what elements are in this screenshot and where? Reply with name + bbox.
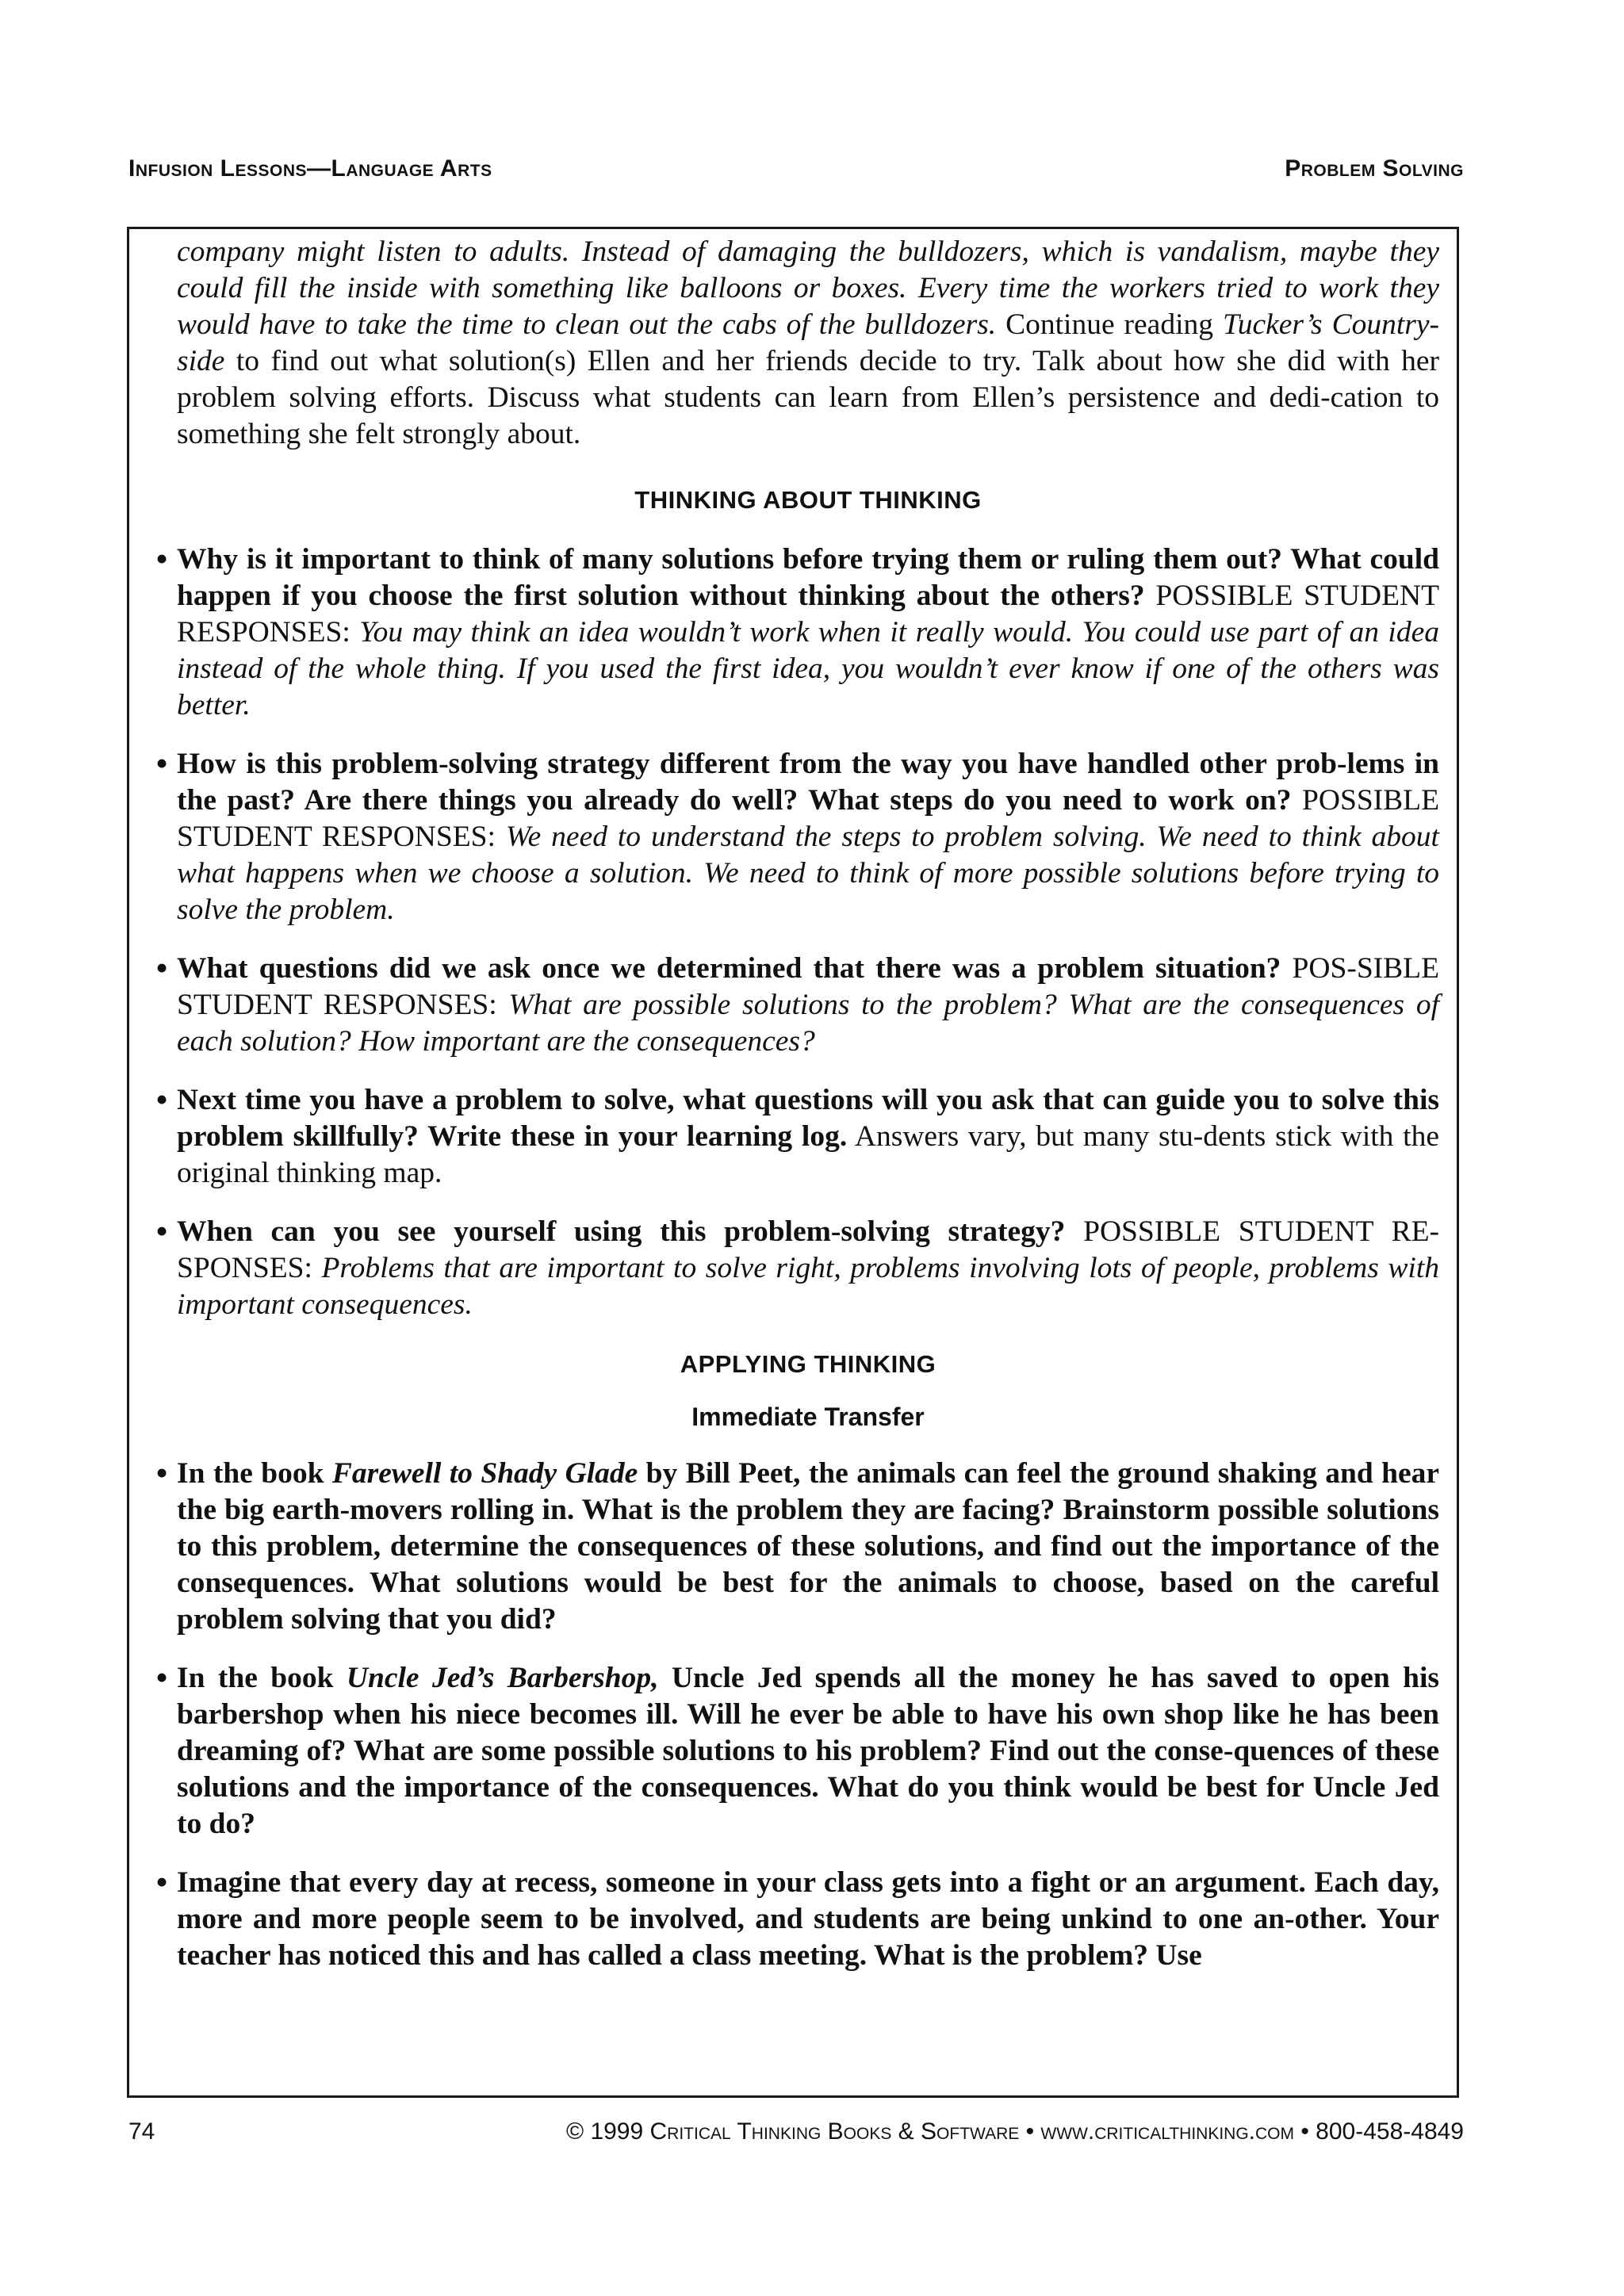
at-text-before-2: In the book (177, 1662, 347, 1694)
at-text-before-1: In the book (177, 1457, 332, 1490)
at-bullet-2 (153, 1660, 1439, 1843)
tat-bullet-4 (153, 1082, 1439, 1192)
page-number: 74 (128, 2118, 155, 2145)
at-bullet-1 (153, 1456, 1439, 1638)
intro-book-title: Tucker’s Country-side (177, 308, 1439, 377)
at-text-after-2: Uncle Jed spends all the money he has saved to open his barbershop when his niece becomes ill. Will he ever be able to have his own shop like he has been dreaming of? What are some possible solutions to his problem? Find out the conse-quences of these solutions and the importance of the consequences. What do you think would be best for Uncle Jed to do? (177, 1662, 1439, 1840)
intro-text-after-title: to find out what solution(s) Ellen and her friends decide to try. Talk about how she did with her problem solving efforts. Discuss what students can learn from Ellen’s persistence and dedi-cation to something she felt strongly about. (177, 345, 1439, 450)
tat-label-3: POS-SIBLE STUDENT RESPONSES: (177, 952, 1439, 1021)
bullet-icon: • (153, 1866, 171, 1900)
bullet-icon: • (153, 542, 171, 577)
tat-answer-5: Problems that are important to solve right, problems involving lots of people, problems with important consequences. (177, 1252, 1439, 1321)
tat-label-1: POSSIBLE STUDENT RESPONSES: (177, 580, 1440, 649)
content-frame (127, 227, 1459, 2098)
tat-question-4: Next time you have a problem to solve, what questions will you ask that can guide you to solve this problem skillfully? Write these in your learning log. (177, 1084, 1439, 1153)
tat-label-2: POSSIBLE STUDENT RESPONSES: (177, 784, 1439, 853)
bullet-icon: • (153, 1215, 171, 1249)
tat-question-1: Why is it important to think of many solutions before trying them or ruling them out? What could happen if you choose the first solution without thinking about the others? (177, 543, 1439, 612)
tat-question-5: When can you see yourself using this problem-solving strategy? (177, 1215, 1066, 1248)
bullet-icon: • (153, 747, 171, 782)
tat-bullet-2 (153, 746, 1439, 928)
running-header (128, 155, 1464, 187)
bullet-icon: • (153, 1083, 171, 1118)
at-book-title-1: Farewell to Shady Glade (331, 1457, 638, 1490)
at-text-before-3: Imagine that every day at recess, someone in your class gets into a fight or an argument. Each day, more and more people seem to be involved, and students are being unkind to one an-other. Your teacher has noticed this and has called a class meeting. What is the problem? Use (177, 1866, 1439, 1972)
tat-answer-1: You may think an idea wouldn’t work when it really would. You could use part of an idea instead of the whole thing. If you used the first idea, you wouldn’t ever know if one of the others was better. (177, 616, 1439, 721)
tat-label-5: POSSIBLE STUDENT RE-SPONSES: (177, 1215, 1439, 1284)
at-text-after-1: by Bill Peet, the animals can feel the ground shaking and hear the big earth-movers rolling in. What is the problem they are facing? Brainstorm possible solutions to this problem, determine the consequences of these solutions, and find out the importance of the consequences. What solutions would be best for the animals to choose, based on the careful problem solving that you did? (177, 1457, 1439, 1636)
tat-answer-3: What are possible solutions to the problem? What are the consequences of each solution? How important are the consequences? (177, 989, 1439, 1058)
tat-bullet-3 (153, 951, 1439, 1060)
bullet-icon: • (153, 1456, 171, 1491)
tat-plain-4: Answers vary, but many stu-dents stick with the original thinking map. (177, 1120, 1439, 1189)
running-footer (128, 2118, 1464, 2150)
intro-italic-text: company might listen to adults. Instead of damaging the bulldozers, which is vandalism, maybe they could fill the inside with something like balloons or boxes. Every time the workers tried to work they would have to take the time to clean out the cabs of the bulldozers. (177, 235, 1439, 341)
at-bullet-3 (153, 1865, 1439, 1974)
bullet-icon: • (153, 951, 171, 986)
immediate-transfer-subheading: Immediate Transfer (691, 1402, 925, 1431)
applying-thinking-heading: APPLYING THINKING (680, 1350, 936, 1378)
intro-paragraph (177, 234, 1439, 453)
tat-answer-2: We need to understand the steps to problem solving. We need to think about what happens when we choose a solution. We need to think of more possible solutions before trying to solve the problem. (177, 821, 1439, 926)
tat-question-2: How is this problem-solving strategy different from the way you have handled other prob-lems in the past? Are there things you already do well? What steps do you need to work on? (177, 748, 1439, 817)
intro-text-before-title: Continue reading (996, 308, 1223, 341)
footer-credit: © 1999 Critical Thinking Books & Software • www.criticalthinking.com • 800-458-4849 (566, 2118, 1464, 2145)
at-book-title-2: Uncle Jed’s Barbershop, (346, 1662, 659, 1694)
content-body (153, 234, 1440, 1996)
bullet-icon: • (153, 1661, 171, 1696)
header-topic-title: Problem Solving (1285, 155, 1464, 182)
tat-question-3: What questions did we ask once we determined that there was a problem situation? (177, 952, 1281, 985)
tat-bullet-5 (153, 1214, 1439, 1323)
tat-bullet-1 (153, 541, 1440, 724)
header-section-title: Infusion Lessons—Language Arts (128, 155, 492, 182)
thinking-about-thinking-heading: THINKING ABOUT THINKING (634, 486, 982, 514)
